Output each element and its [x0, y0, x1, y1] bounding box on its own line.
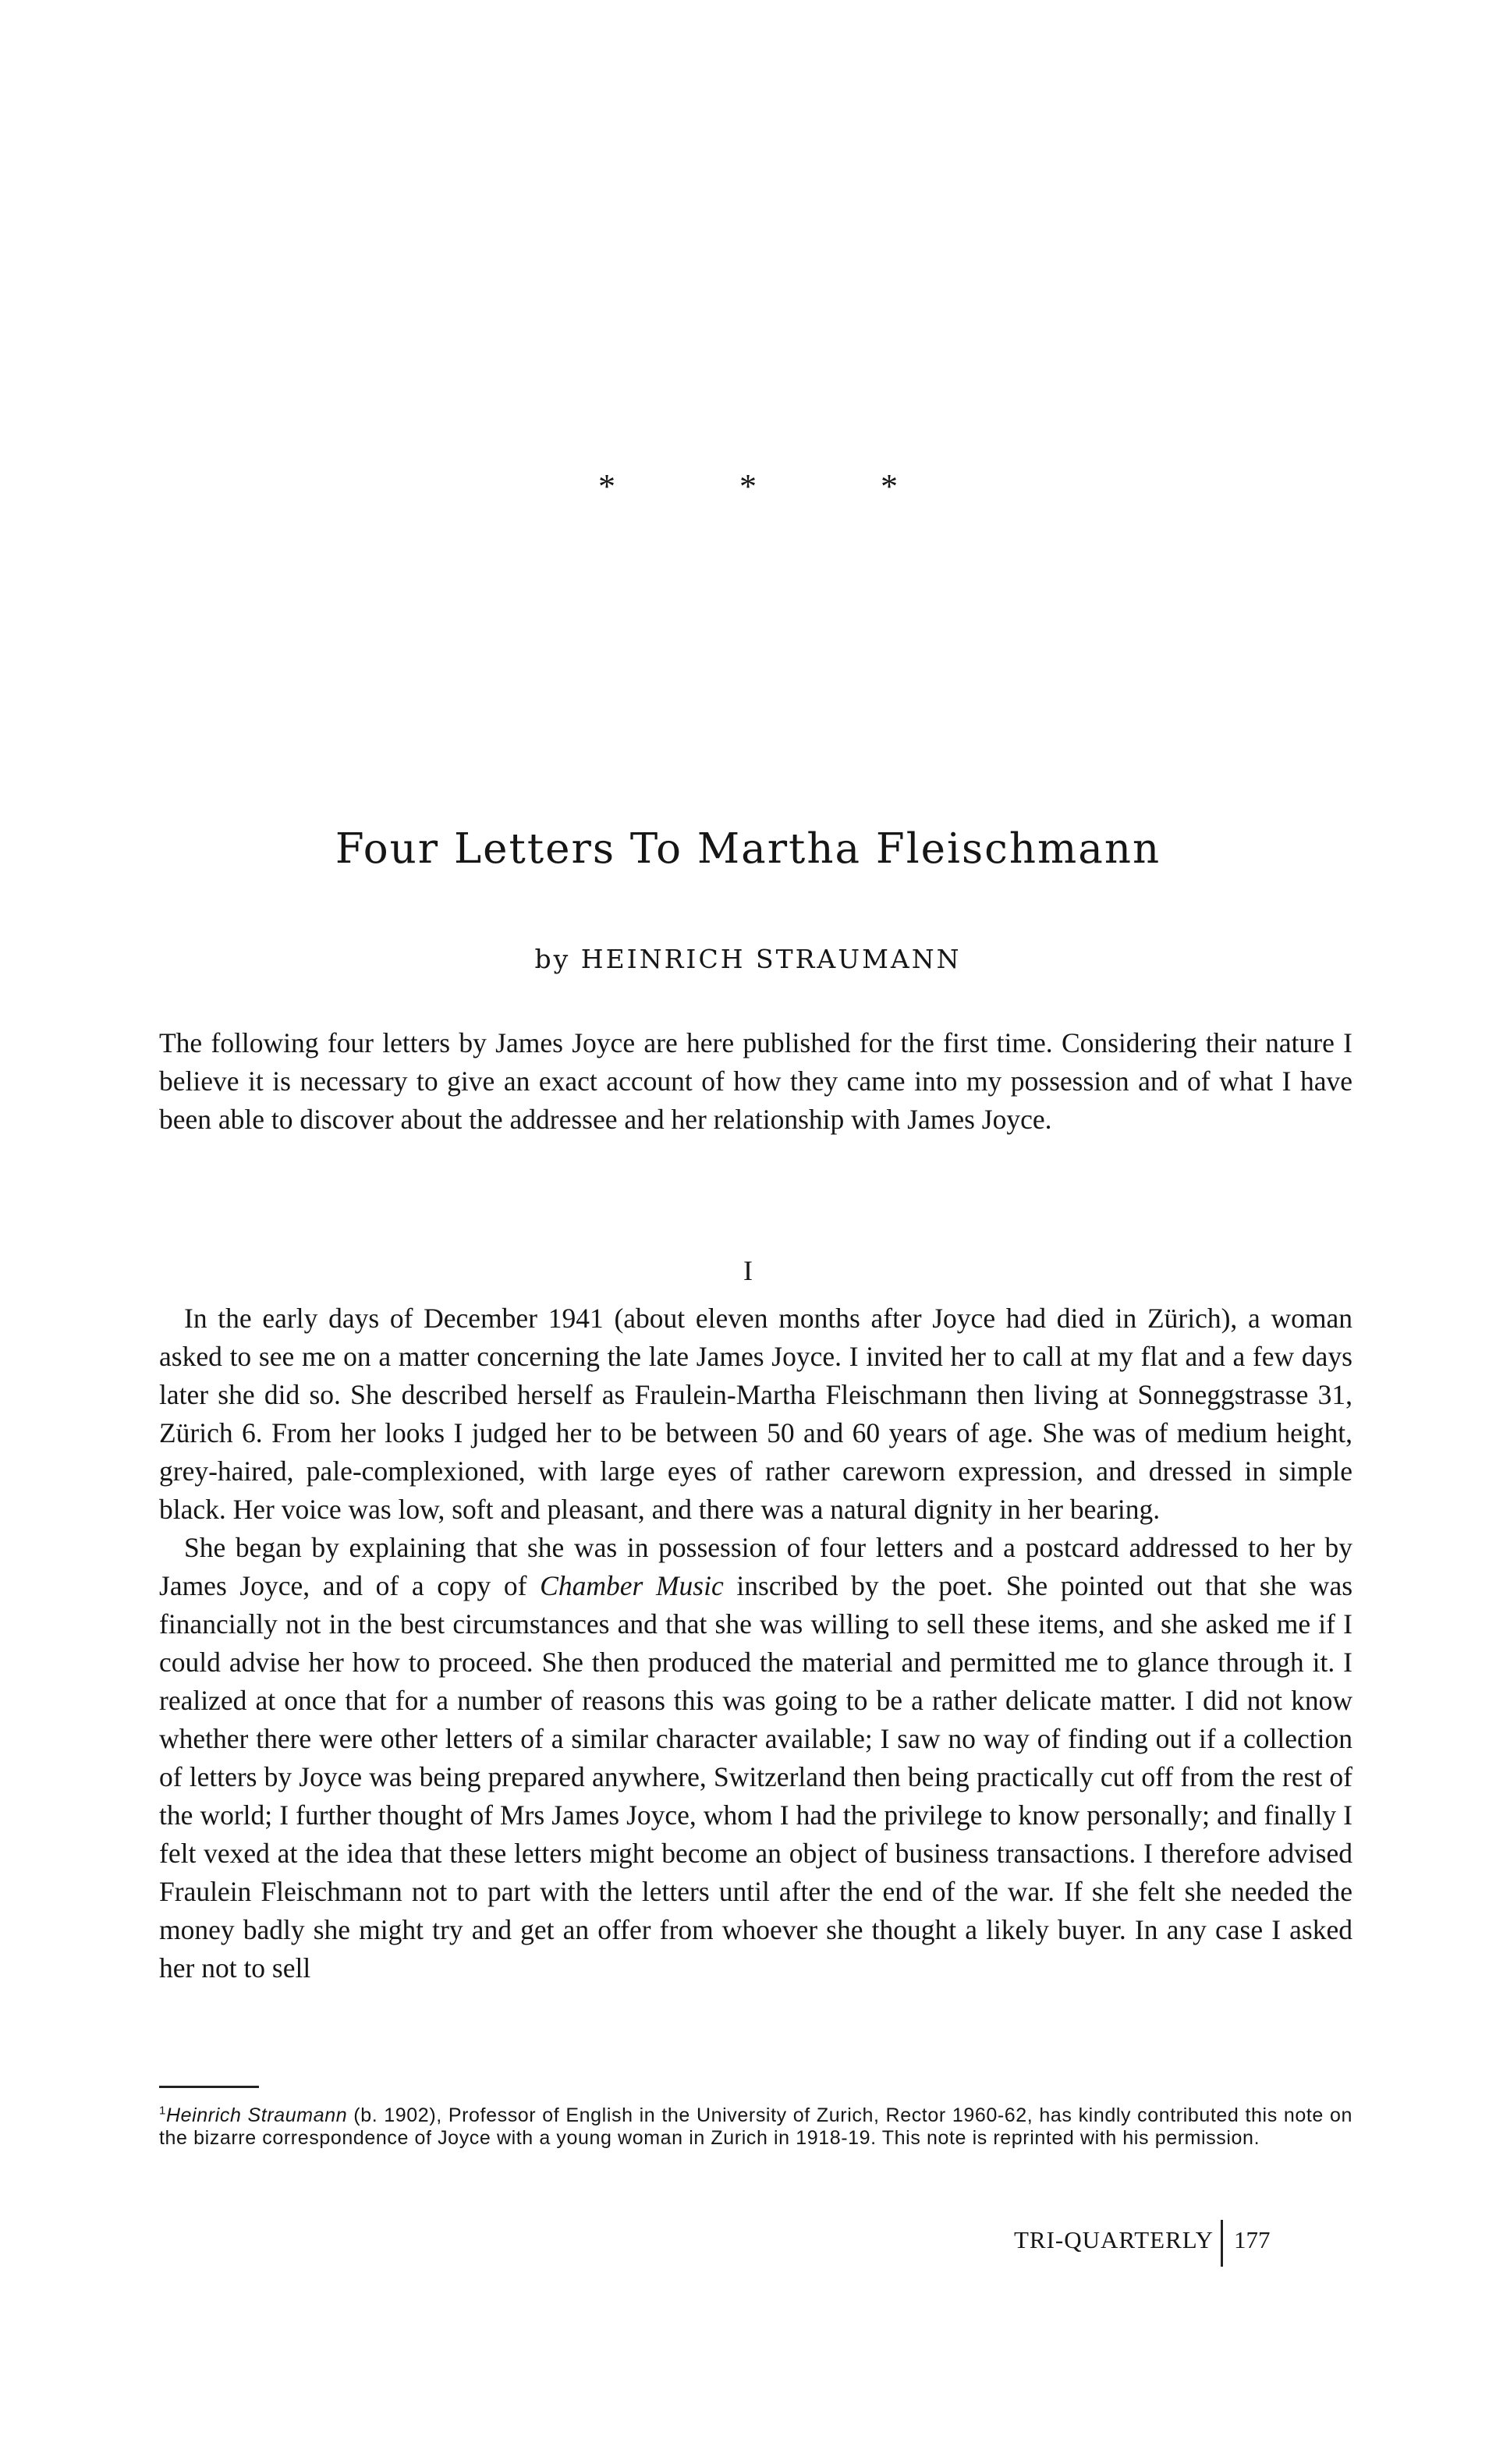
paragraph-text: inscribed by the poet. She pointed out that she was financially not in the best circumstances and that she was willing to sell these items, and she asked me if I could advise her how to proceed. She then produced the material and permitted me to glance through it. I realized at once that for a number of reasons this was going to be a rather delicate matter. I did not know whether there were other letters of a similar character available; I saw no way of finding out if a collection of letters by Joyce was being prepared anywhere, Switzerland then being practically cut off from the rest of the world; I further thought of Mrs James Joyce, whom I had the privilege to know personally; and finally I felt vexed at the idea that these letters might become an object of business transactions. I therefore advised Fraulein Fleischmann not to part with the letters until after the end of the war. If she felt she needed the money badly she might try and get an offer from whoever she thought a likely buyer. In any case I asked her not to sell: [159, 1570, 1353, 1984]
intro-block: [159, 1024, 1352, 1139]
footnote-marker: 1: [159, 2104, 166, 2118]
footnote-divider: [159, 2086, 259, 2088]
paragraph-text: She began by explaining that she was in possession of four letters and a postcard addressed to her by James Joyce, and of a copy of: [159, 1532, 1352, 1601]
section-numeral: I: [743, 1255, 753, 1286]
section-ornament: * * *: [598, 467, 955, 505]
footnote: [159, 2104, 1352, 2150]
article-byline: by HEINRICH STRAUMANN: [534, 944, 962, 974]
footnote-author-name: Heinrich Straumann: [165, 2104, 348, 2126]
body-paragraph: In the early days of December 1941 (about eleven months after Joyce had died in Zürich), a woman asked to see me on a matter concerning the late James Joyce. I invited her to call at my flat and a few days later she did so. She described herself as Fraulein-Martha Fleischmann then living at Sonneggstrasse 31, Zürich 6. From her looks I judged her to be between 50 and 60 years of age. She was of medium height, grey-haired, pale-complexioned, with large eyes of rather careworn expression, and dressed in simple black. Her voice was low, soft and pleasant, and there was a natural dignity in her bearing.: [159, 1303, 1352, 1525]
page-number: 177: [1234, 2226, 1271, 2253]
journal-name: TRI-QUARTERLY: [1013, 2226, 1214, 2253]
footnote-text: (b. 1902), Professor of English in the University of Zurich, Rector 1960-62, has kindly contributed this note on the bizarre correspondence of Joyce with a young woman in Zurich in 1918-19. This note is reprinted with his permission.: [159, 2104, 1352, 2149]
article-title: Four Letters To Martha Fleischmann: [335, 825, 1161, 873]
intro-paragraph: The following four letters by James Joyce are here published for the first time. Considering their nature I believe it is necessary to give an exact account of how they came into my possession and of what I have been able to discover about the addressee and her relationship with James Joyce.: [159, 1027, 1352, 1135]
section-body: [159, 1299, 1352, 1987]
running-footer: [0, 2220, 1496, 2267]
book-title: Chamber Music: [540, 1570, 724, 1601]
footer-divider: [1221, 2220, 1223, 2267]
body-paragraph: [159, 1529, 1352, 1987]
